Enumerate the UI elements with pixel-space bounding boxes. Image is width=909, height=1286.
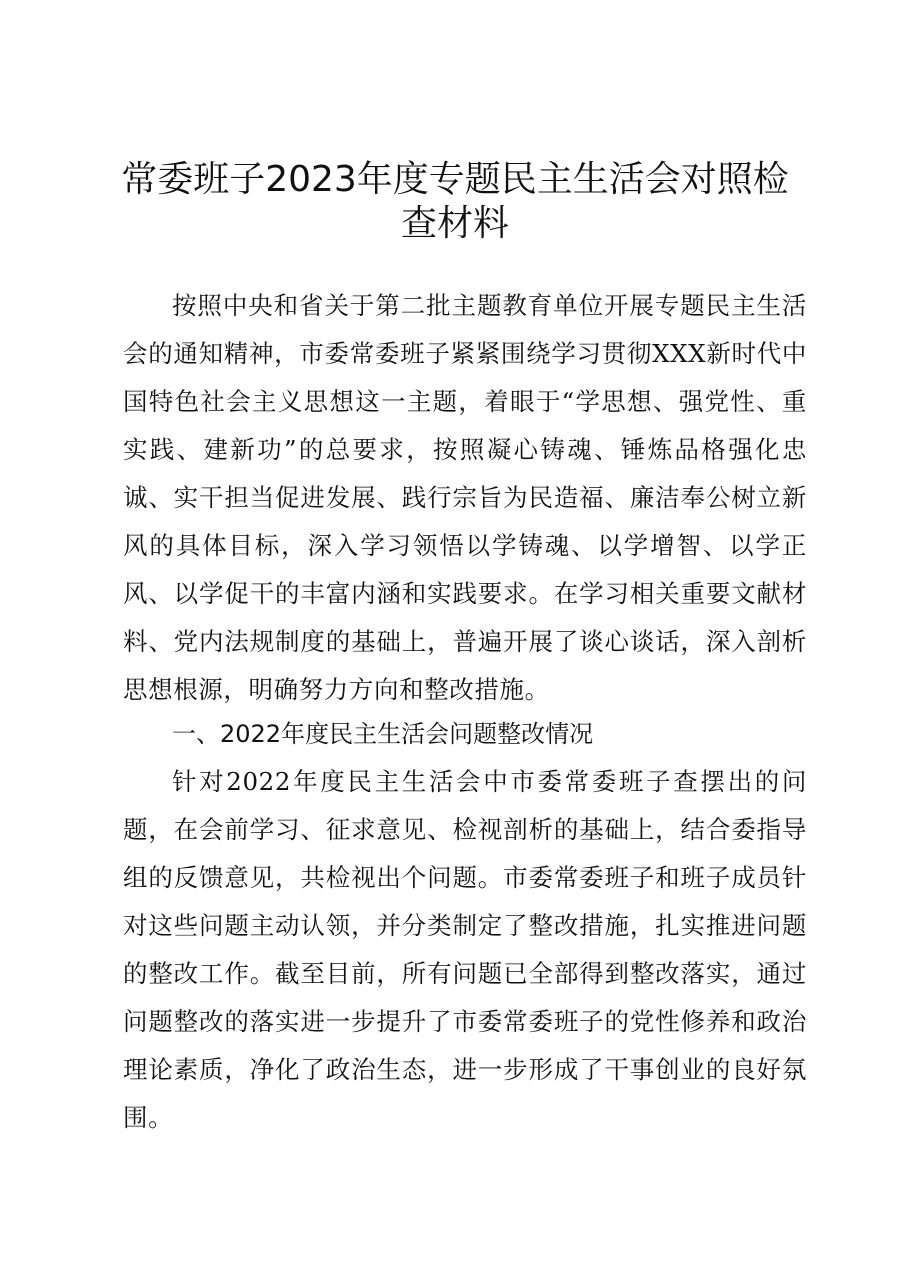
section-heading: 一、2022年度民主生活会问题整改情况 (172, 720, 594, 748)
document-title: 常委班子2023年度专题民主生活会对照检查材料 (121, 159, 789, 244)
intro-paragraph: 按照中央和省关于第二批主题教育单位开展专题民主生活会的通知精神，市委常委班子紧紧围绕学习贯彻XXX新时代中国特色社会主义思想这一主题，着眼于“学思想、强党性、重实践、建新功”的总要求，按照凝心铸魂、锤炼品格强化忠诚、实干担当促进发展、践行宗旨为民造福、廉洁奉公树立新风的具体目标，深入学习领悟以学铸魂、以学增智、以学正风、以学促干的丰富内涵和实践要求。在学习相关重要文献材料、党内法规制度的基础上，普遍开展了谈心谈话，深入剖析思想根源，明确努力方向和整改措施。 (123, 291, 807, 704)
section-paragraph: 针对2022年度民主生活会中市委常委班子查摆出的问题，在会前学习、征求意见、检视剖析的基础上，结合委指导组的反馈意见，共检视出个问题。市委常委班子和班子成员针对这些问题主动认领，并分类制定了整改措施，扎实推进问题的整改工作。截至目前，所有问题已全部得到整改落实，通过问题整改的落实进一步提升了市委常委班子的党性修养和政治理论素质，净化了政治生态，进一步形成了干事创业的良好氛围。 (123, 767, 807, 1132)
